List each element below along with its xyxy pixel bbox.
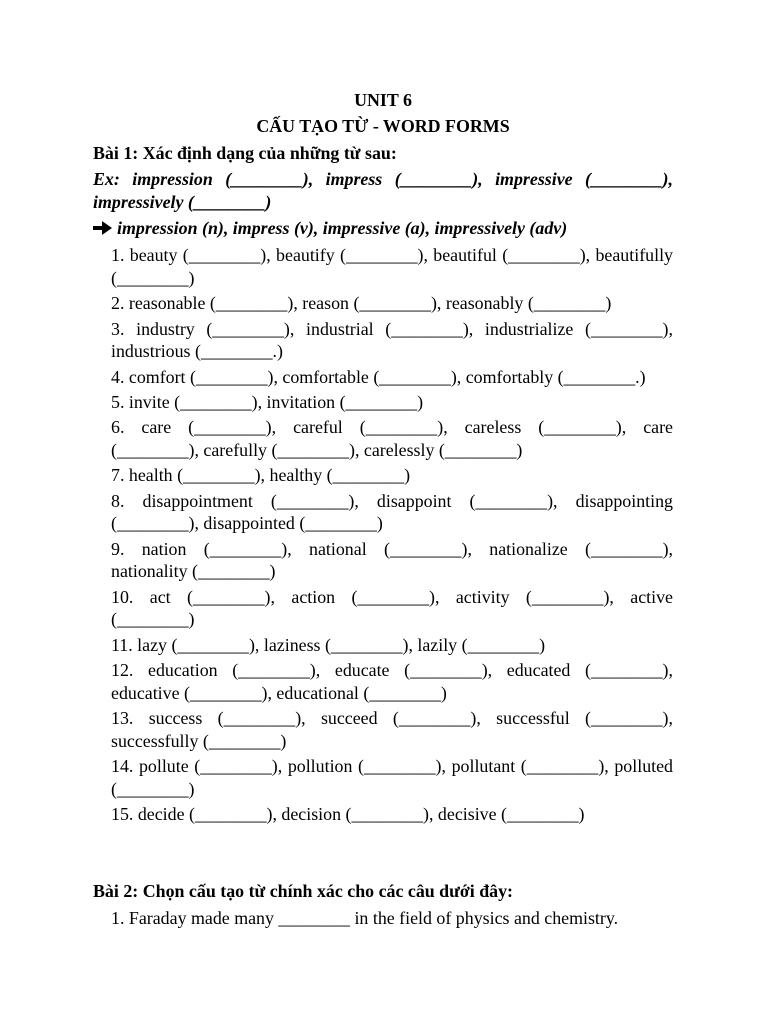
list-item: 6. care (________), careful (________), careless (________), care (________), carefully (________), carelessly (________) <box>111 417 673 460</box>
arrow-right-icon <box>93 221 112 235</box>
list-item: 12. education (________), educate (________), educated (________), educative (________), educational (________) <box>111 659 673 703</box>
list-item: 8. disappointment (________), disappoint (________), disappointing (________), disappointed (________) <box>111 490 673 534</box>
list-item: 1. Faraday made many ________ in the field of physics and chemistry. <box>111 907 619 928</box>
worksheet-title: CẤU TẠO TỪ - WORD FORMS <box>256 116 510 137</box>
list-item: 4. comfort (________), comfortable (________), comfortably (________.) <box>111 366 646 387</box>
list-item: 10. act (________), action (________), activity (________), active (________) <box>111 586 673 630</box>
exercise1-example: Ex: impression (________), impress (________), impressive (________), impressively (________) <box>93 169 673 212</box>
example-answer-text: impression (n), impress (v), impressive (a), impressively (adv) <box>117 218 568 239</box>
list-item: 1. beauty (________), beautify (________), beautiful (________), beautifully (________) <box>111 245 673 289</box>
exercise2-heading: Bài 2: Chọn cấu tạo từ chính xác cho các câu dưới đây: <box>93 880 514 901</box>
list-item: 5. invite (________), invitation (________) <box>111 391 424 412</box>
exercise1-heading: Bài 1: Xác định dạng của những từ sau: <box>93 142 397 163</box>
list-item: 15. decide (________), decision (________), decisive (________) <box>111 803 585 824</box>
list-item: 2. reasonable (________), reason (________), reasonably (________) <box>111 293 612 314</box>
unit-title: UNIT 6 <box>354 89 412 110</box>
list-item: 11. lazy (________), laziness (________), lazily (________) <box>111 634 546 655</box>
list-item: 13. success (________), succeed (________), successful (________), successfully (________) <box>111 707 673 751</box>
list-item: 9. nation (________), national (________), nationalize (________), nationality (________) <box>111 538 673 582</box>
exercise1-example-answer <box>93 217 673 240</box>
exercise2-item-list <box>111 907 673 930</box>
exercise1-item-list <box>111 244 673 825</box>
list-item: 3. industry (________), industrial (________), industrialize (________), industrious (________.) <box>111 318 673 362</box>
list-item: 7. health (________), healthy (________) <box>111 465 411 486</box>
list-item: 14. pollute (________), pollution (________), pollutant (________), polluted (________) <box>111 755 673 799</box>
document-page <box>93 89 673 932</box>
